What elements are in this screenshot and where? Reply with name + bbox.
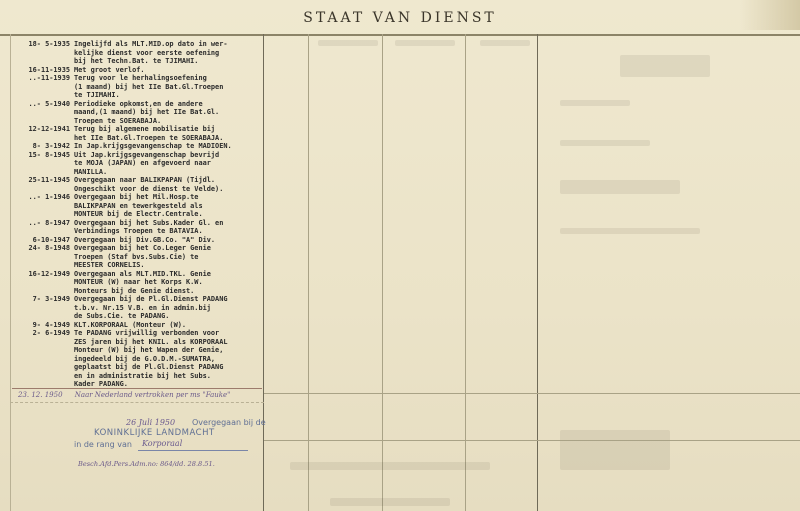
service-entries (12, 40, 262, 389)
bleed-through-mark (560, 228, 700, 234)
service-entry (12, 74, 262, 100)
service-entry (12, 176, 262, 193)
bleed-through-mark (560, 430, 670, 470)
entry-date: 25-11-1945 (28, 176, 70, 184)
closing-rule (12, 388, 262, 389)
entry-date: 2- 6-1949 (32, 329, 70, 337)
entry-date: ..- 5-1940 (28, 99, 70, 108)
entry-date: ..-11-1939 (28, 74, 70, 82)
entry-date: 7- 3-1949 (32, 295, 70, 303)
entry-text: Met groot verlof. (74, 65, 145, 74)
entry-date: ..- 1-1946 (28, 193, 70, 201)
entry-text: Overgegaan bij de Pl.Gl.Dienst PADANG t.b.v. Nr.15 V.B. en in admin.bij de Subs.Cie. te PADANG. (74, 295, 228, 320)
entry-date: 6-10-1947 (32, 235, 70, 244)
page-header (0, 0, 800, 36)
handwritten-departure-note (18, 391, 263, 399)
entry-text: KLT.KORPORAAL (Monteur (W). (74, 320, 187, 329)
service-entry (12, 236, 262, 245)
service-entry (12, 151, 262, 177)
entry-text: Ingelijfd als MLT.MID.op dato in wer- kelijke dienst voor eerste oefening bij het Techn.Bat. te TJIMAHI. (74, 40, 228, 65)
entry-text: Overgegaan bij Div.GB.Co. "A" Div. (74, 235, 216, 244)
bleed-through-mark (318, 40, 378, 46)
entry-date: 12-12-1941 (28, 125, 70, 133)
service-entry (12, 100, 262, 126)
service-entry (12, 40, 262, 66)
entry-date: 15- 8-1945 (28, 150, 70, 159)
lower-rule (264, 440, 800, 441)
entry-text: Overgegaan als MLT.MID.TKL. Genie MONTEUR (W) naar het Korps K.W. Monteurs bij de Genie dienst. (74, 269, 211, 295)
stamp-line2: KONINKLIJKE LANDMACHT (94, 428, 215, 438)
bleed-through-mark (560, 140, 650, 146)
lower-rule (264, 393, 800, 394)
bleed-through-mark (480, 40, 530, 46)
bleed-through-mark (395, 40, 455, 46)
handwritten-footer: Besch.Afd.Pers.Adm.no: 864/dd. 28.8.51. (78, 460, 215, 468)
entry-text: Uit Jap.krijgsgevangenschap bevrijd te MOJA (JAPAN) en afgevoerd naar MANILLA. (74, 150, 220, 176)
service-entry (12, 244, 262, 270)
service-entry (12, 321, 262, 330)
service-entry (12, 193, 262, 219)
entry-text: Overgegaan bij het Subs.Kader Gl. en Verbindings Troepen te BATAVIA. (74, 218, 224, 235)
service-entry (12, 270, 262, 296)
bleed-through-mark (620, 55, 710, 77)
entry-text: In Jap.krijgsgevangenschap te MADIOEN. (74, 142, 232, 150)
entry-text: Terug bij algemene mobilisatie bij het IIe Bat.Gl.Troepen te SOERABAJA. (74, 125, 224, 142)
entry-date: ..- 8-1947 (28, 218, 70, 227)
stamp-underline (138, 450, 248, 451)
entry-date: 24- 8-1948 (28, 244, 70, 252)
paper-edge (740, 0, 800, 30)
service-entry (12, 295, 262, 321)
entry-text: Terug voor le herhalingsoefening (1 maand) bij het IIe Bat.Gl.Troepen te TJIMAHI. (74, 74, 224, 99)
service-entry (12, 219, 262, 236)
entry-date: 16-12-1949 (28, 269, 70, 278)
entry-text: Te PADANG vrijwillig verbonden voor ZES jaren bij het KNIL. als KORPORAAL Monteur (W) bij het Wapen der Genie, ingedeeld bij de G.O.D.M.-SUMATRA, geplaatst bij de Pl.Gl.Dienst PADANG en in administratie bij het Subs. Kader PADANG. (74, 329, 228, 388)
bleed-through-mark (560, 180, 680, 194)
left-margin-rule (10, 34, 11, 511)
stamp-rank-label: in de rang van (74, 440, 132, 449)
entry-text: Overgegaan bij het Mil.Hosp.te BALIKPAPAN en tewerkgesteld als MONTEUR bij de Electr.Centrale. (74, 193, 203, 218)
handwritten-text: Naar Nederland vertrokken per ms "Fauke" (74, 391, 231, 399)
service-entry (12, 329, 262, 389)
entry-text: Overgegaan naar BALIKPAPAN (Tijdl. Ongeschikt voor de dienst te Velde). (74, 176, 224, 193)
entry-text: Overgegaan bij het Co.Leger Genie Troepen (Staf bvs.Subs.Cie) te MEESTER CORNELIS. (74, 244, 211, 269)
bleed-through-mark (330, 498, 450, 506)
dotted-rule (10, 402, 264, 403)
stamp-handwritten-date: 26 Juli 1950 (126, 418, 176, 427)
entry-text: Periodieke opkomst,en de andere maand,(1 maand) bij het IIe Bat.Gl. Troepen te SOERABAJA. (74, 99, 220, 125)
entry-date: 8- 3-1942 (32, 142, 70, 150)
handwritten-date: 23. 12. 1950 (18, 391, 63, 399)
entry-date: 18- 5-1935 (28, 40, 70, 48)
stamp-line1: Overgegaan bij de (192, 418, 266, 427)
stamp-handwritten-rank: Korporaal (142, 439, 183, 448)
service-entry (12, 125, 262, 142)
bleed-through-mark (560, 100, 630, 106)
service-entry (12, 66, 262, 75)
entry-date: 9- 4-1949 (32, 320, 70, 329)
page-title: STAAT VAN DIENST (303, 10, 497, 26)
entry-date: 16-11-1935 (28, 65, 70, 74)
bleed-through-mark (290, 462, 490, 470)
service-entry (12, 142, 262, 151)
